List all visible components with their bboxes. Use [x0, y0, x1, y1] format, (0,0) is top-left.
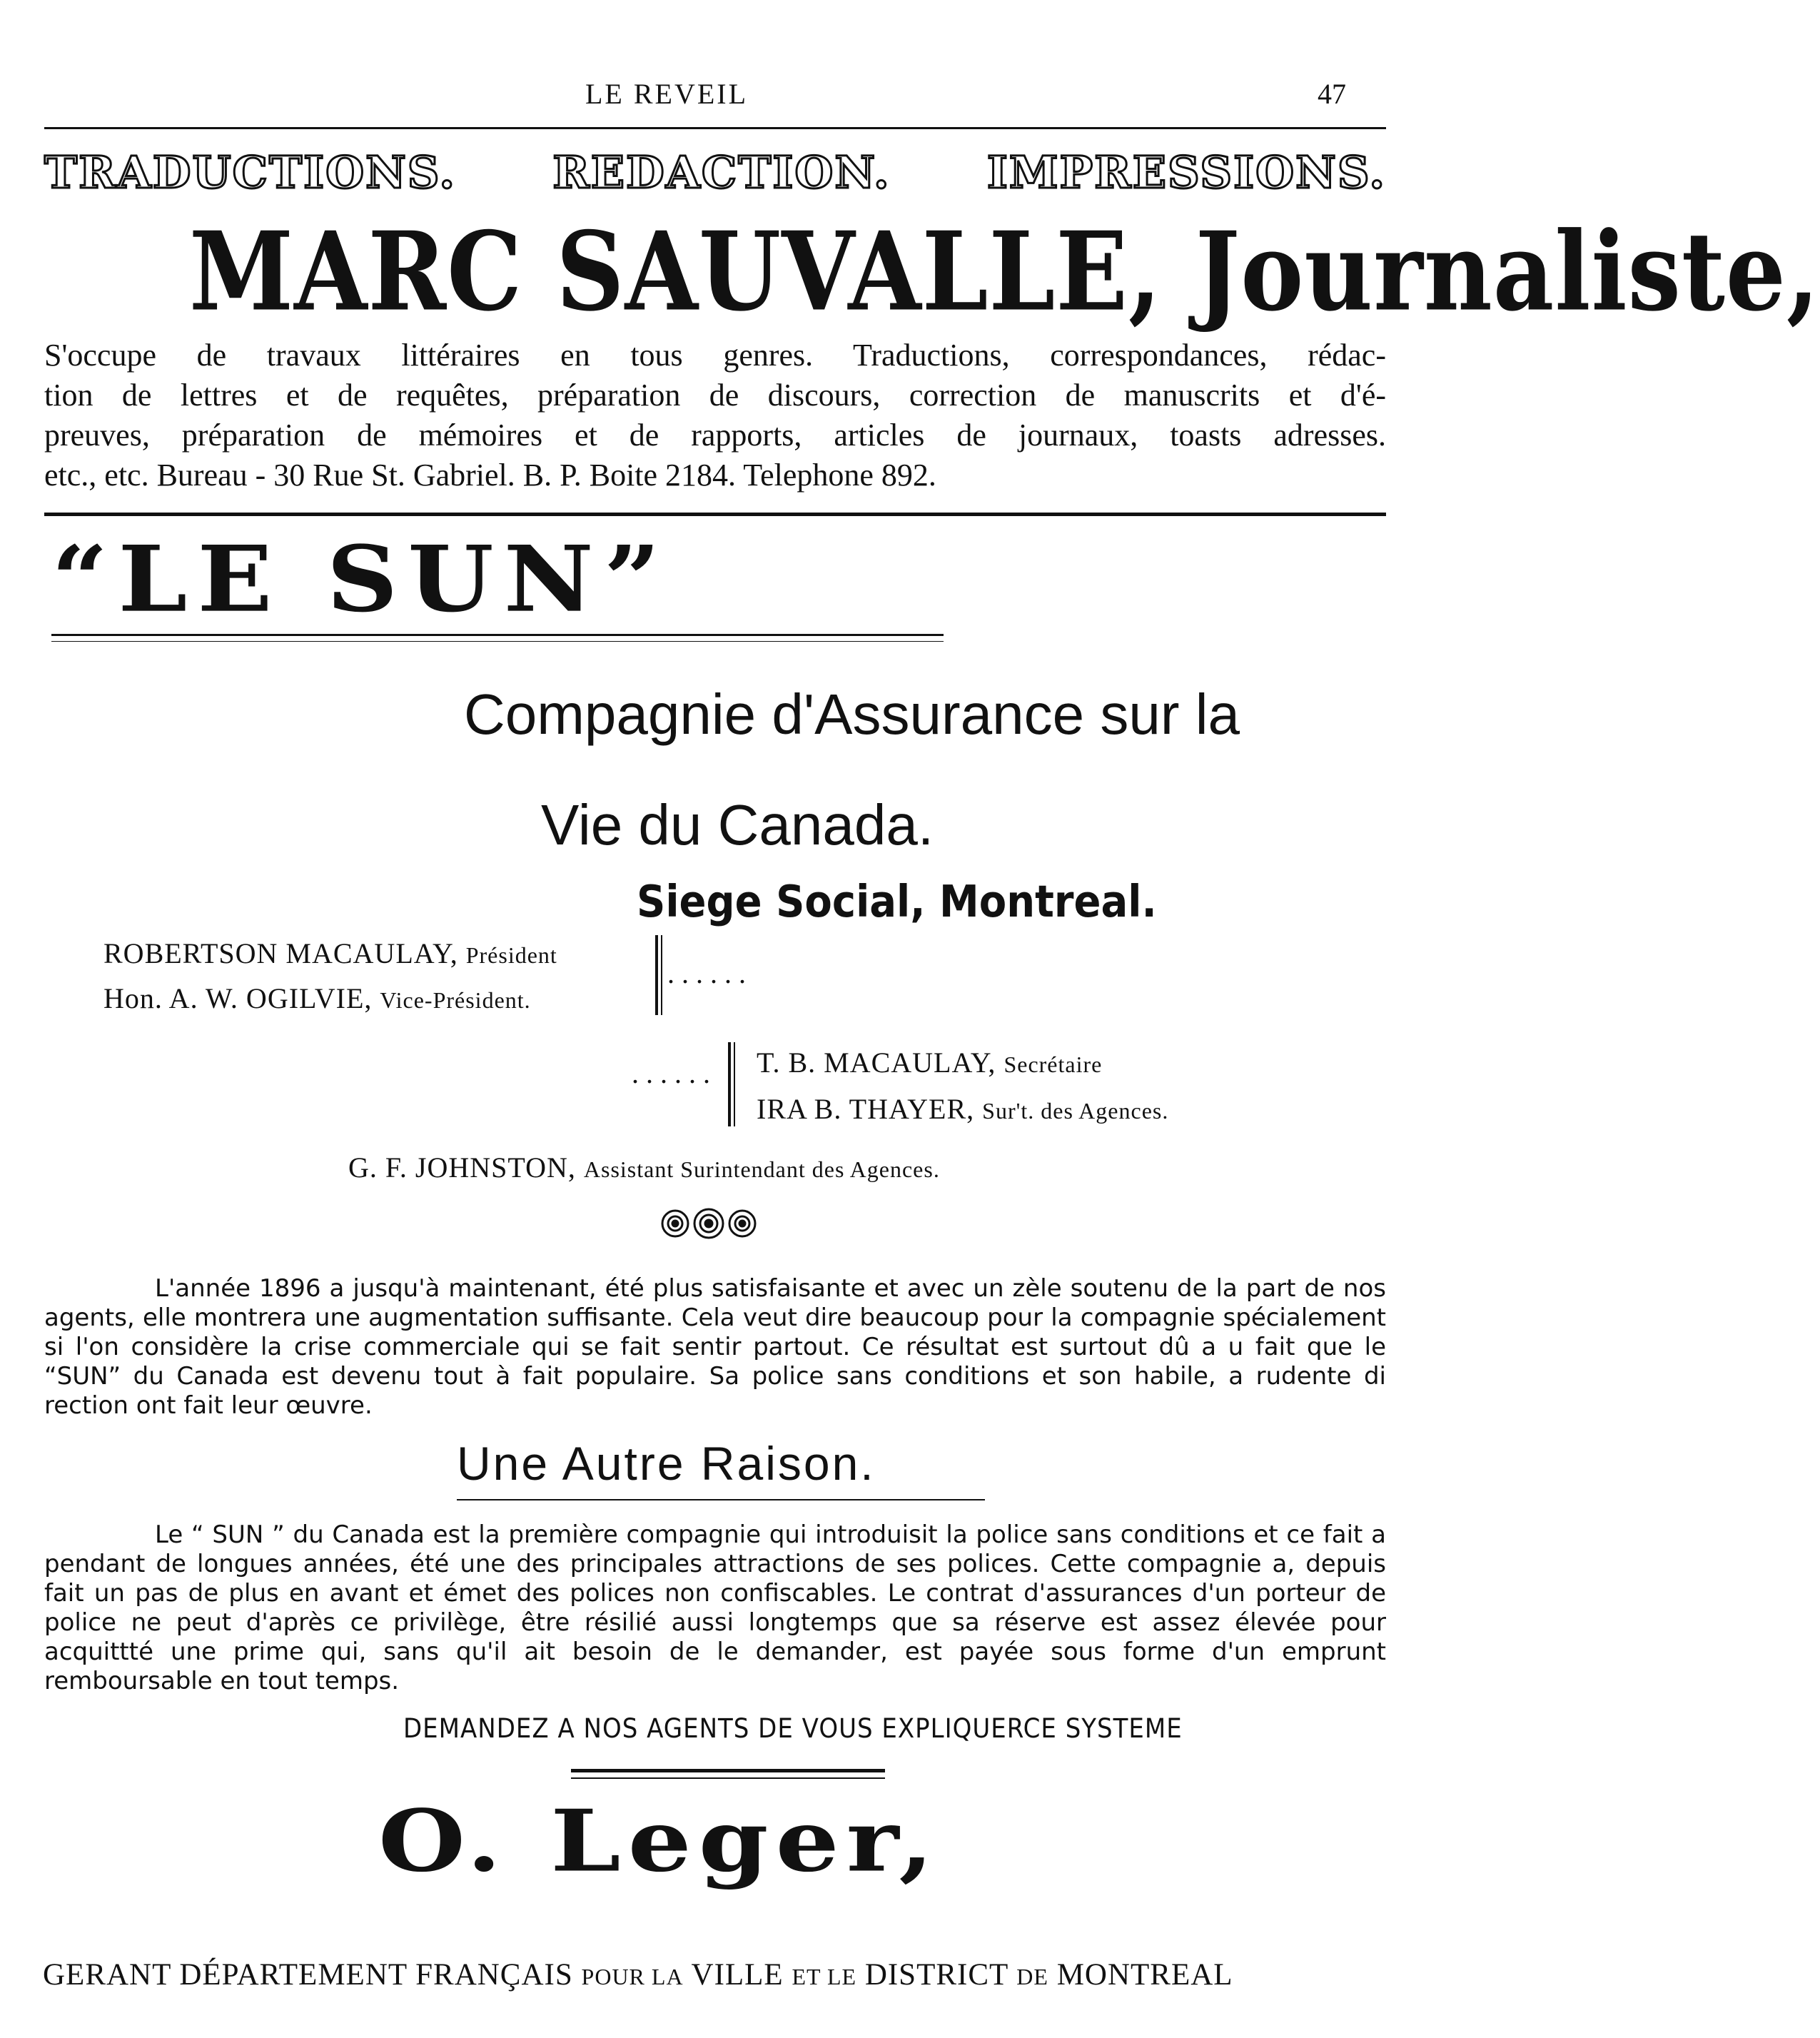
bracket-left-inner: [661, 935, 662, 1015]
short-divider: [571, 1769, 885, 1772]
demandez-line: DEMANDEZ A NOS AGENTS DE VOUS EXPLIQUERCE SYSTEME: [403, 1713, 1183, 1745]
officer-role: Sur't. des Agences.: [982, 1098, 1169, 1124]
sun-paragraph-2: [44, 1520, 1386, 1696]
officer-role: Président: [465, 942, 557, 968]
manager-title-part: GERANT DÉPARTEMENT FRANÇAIS: [43, 1958, 573, 1992]
sauvalle-title: MARC SAUVALLE, Journaliste,: [189, 208, 1820, 336]
sun-title: “LE SUN”: [51, 525, 671, 632]
sun-paragraph-1: [44, 1274, 1386, 1421]
sun-underline: [51, 634, 944, 636]
officer-assistant: [348, 1151, 940, 1184]
header-rule: [44, 127, 1386, 129]
sauvalle-line: tion de lettres et de requêtes, préparation de discours, correction de manuscrits et d'é-: [44, 378, 1386, 413]
manager-title-part: POUR LA: [581, 1964, 684, 1989]
service-redaction: REDACTION.: [552, 146, 891, 198]
manager-title-part: DE: [1016, 1964, 1048, 1989]
paragraph-text: Le “ SUN ” du Canada est la première compagnie qui introduisit la police sans conditions et ce fait a pendant de longues années, été une des principales attractions de ses polices. Cette compagnie a, depuis fait un pas de plus en avant et émet des polices non confiscables. Le contrat d'assurances d'un porteur de police ne peut d'après ce privilège, être résilié aussi longtemps que sa réserve est assez élevée pour acquittté une prime qui, sans qu'il ait besoin de le demander, est payée sous forme d'un emprunt remboursable en tout temps.: [44, 1520, 1386, 1695]
section-divider: [44, 513, 1386, 516]
manager-title-part: DISTRICT: [864, 1958, 1008, 1992]
officer-role: Secrétaire: [1003, 1051, 1103, 1077]
officer-role: Assistant Surintendant des Agences.: [583, 1156, 940, 1182]
bracket-right: [728, 1042, 731, 1126]
officer-secretary: [757, 1046, 1102, 1079]
officer-name: ROBERTSON MACAULAY,: [103, 937, 458, 969]
reason-heading: Une Autre Raison.: [457, 1437, 876, 1490]
manager-title-part: VILLE: [691, 1958, 784, 1992]
manager-title: [43, 1957, 1233, 1992]
officer-name: G. F. JOHNSTON,: [348, 1151, 576, 1184]
manager-name: O. Leger,: [378, 1792, 941, 1892]
sun-underline-thin: [51, 641, 944, 642]
officer-president: [103, 937, 557, 970]
sauvalle-line: etc., etc. Bureau - 30 Rue St. Gabriel. B. P. Boite 2184. Telephone 892.: [44, 458, 936, 493]
officer-role: Vice-Président.: [380, 987, 531, 1013]
service-impressions: IMPRESSIONS.: [986, 146, 1386, 198]
paragraph-text: L'année 1896 a jusqu'à maintenant, été plus satisfaisante et avec un zèle soutenu de la part de nos agents, elle montrera une augmentation suffisante. Cela veut dire beaucoup pour la compagnie spécialement si l'on considère la crise commerciale qui se fait sentir partout. Ce résultat est surtout dû a u fait que le “SUN” du Canada est devenu tout à fait populaire. Sa police sans conditions et son habile, a rudente di rection ont fait leur œuvre.: [44, 1274, 1386, 1420]
sauvalle-text: [44, 336, 1386, 495]
service-traductions: TRADUCTIONS.: [44, 146, 456, 198]
reason-underline: [457, 1499, 985, 1500]
rosette-ornament-icon: [655, 1206, 762, 1241]
sauvalle-line: S'occupe de travaux littéraires en tous genres. Traductions, correspondances, rédac-: [44, 338, 1386, 373]
page-number: 47: [1318, 78, 1346, 110]
bracket-right-inner: [734, 1042, 735, 1126]
manager-title-part: ET LE: [792, 1964, 857, 1989]
short-divider-thin: [571, 1777, 885, 1779]
officer-name: IRA B. THAYER,: [757, 1093, 975, 1125]
services-row: [44, 140, 1386, 204]
officer-vice-president: [103, 982, 531, 1015]
bracket-left: [655, 935, 658, 1015]
dots-right: ......: [632, 1057, 717, 1089]
head-office: Siege Social, Montreal.: [637, 877, 1157, 928]
officer-name: Hon. A. W. OGILVIE,: [103, 982, 373, 1014]
manager-title-part: MONTREAL: [1056, 1958, 1233, 1992]
company-name-line1: Compagnie d'Assurance sur la: [464, 682, 1240, 746]
sauvalle-line: preuves, préparation de mémoires et de rapports, articles de journaux, toasts adresses.: [44, 418, 1386, 453]
dots-left: ......: [667, 957, 753, 989]
running-title: LE REVEIL: [585, 78, 749, 110]
officer-superintendent: [757, 1092, 1168, 1126]
company-name-line2: Vie du Canada.: [541, 793, 934, 857]
officer-name: T. B. MACAULAY,: [757, 1046, 996, 1079]
